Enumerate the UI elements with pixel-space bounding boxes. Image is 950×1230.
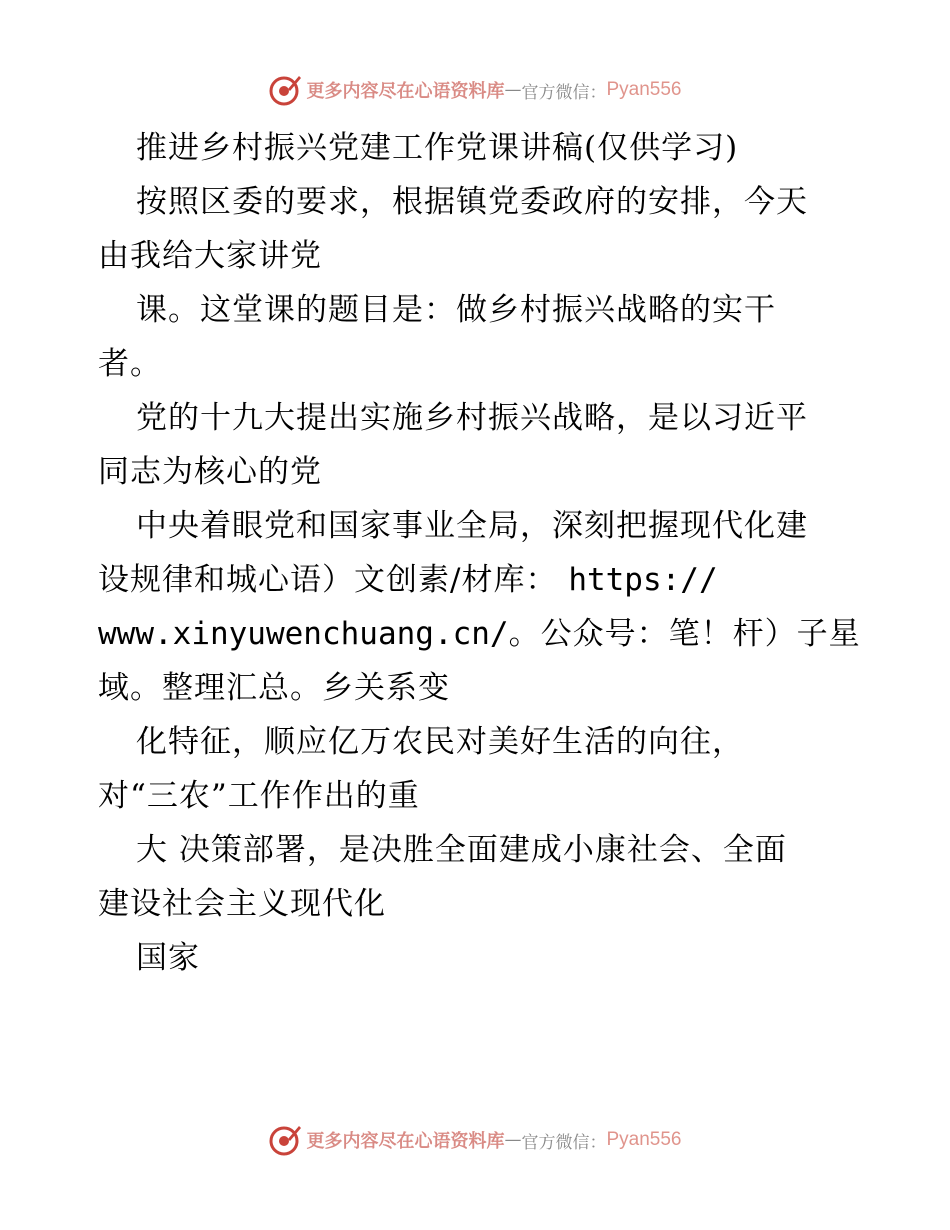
paragraph-line: 同志为核心的党	[98, 454, 322, 490]
banner-dash: —	[504, 80, 522, 100]
banner-dash: —	[504, 1130, 522, 1150]
document-body	[98, 121, 861, 985]
banner-main-text: 更多内容尽在心语资料库	[306, 1131, 505, 1152]
banner-wechat-id: Pyan556	[606, 79, 682, 100]
paragraph-text: 设规律和城心语）文创素/材库：	[98, 562, 558, 598]
url-text: https://	[568, 562, 718, 598]
header-banner	[0, 70, 950, 110]
url-text: www.xinyuwenchuang.cn/	[98, 616, 509, 652]
paragraph-line: 化特征，顺应亿万农民对美好生活的向往，	[136, 724, 744, 760]
pen-circle-logo-icon	[268, 1123, 302, 1157]
paragraph-line: 国家	[136, 940, 200, 976]
paragraph-line: 党的十九大提出实施乡村振兴战略，是以习近平	[136, 400, 808, 436]
paragraph-line	[98, 553, 858, 607]
paragraph-text: 。公众号：笔！杆）子星	[508, 616, 861, 652]
paragraph-line: 建设社会主义现代化	[98, 886, 386, 922]
banner-label: 官方微信：	[521, 82, 607, 103]
paragraph-line	[98, 607, 861, 661]
banner-main-text: 更多内容尽在心语资料库	[306, 81, 505, 102]
banner-wechat-id: Pyan556	[606, 1129, 682, 1150]
paragraph-line: 者。	[98, 346, 162, 382]
footer-banner	[0, 1120, 950, 1160]
paragraph-line: 由我给大家讲党	[98, 238, 322, 274]
paragraph-line: 对“三农”工作作出的重	[98, 778, 420, 814]
banner-label: 官方微信：	[521, 1132, 607, 1153]
pen-circle-logo-icon	[268, 73, 302, 107]
paragraph-line: 域。整理汇总。乡关系变	[98, 670, 450, 706]
paragraph-line: 大 决策部署，是决胜全面建成小康社会、全面	[136, 832, 787, 868]
paragraph-line: 按照区委的要求，根据镇党委政府的安排，今天	[136, 184, 808, 220]
document-title: 推进乡村振兴党建工作党课讲稿(仅供学习)	[136, 130, 739, 166]
paragraph-line: 中央着眼党和国家事业全局，深刻把握现代化建	[136, 508, 808, 544]
paragraph-line: 课。这堂课的题目是：做乡村振兴战略的实干	[136, 292, 776, 328]
